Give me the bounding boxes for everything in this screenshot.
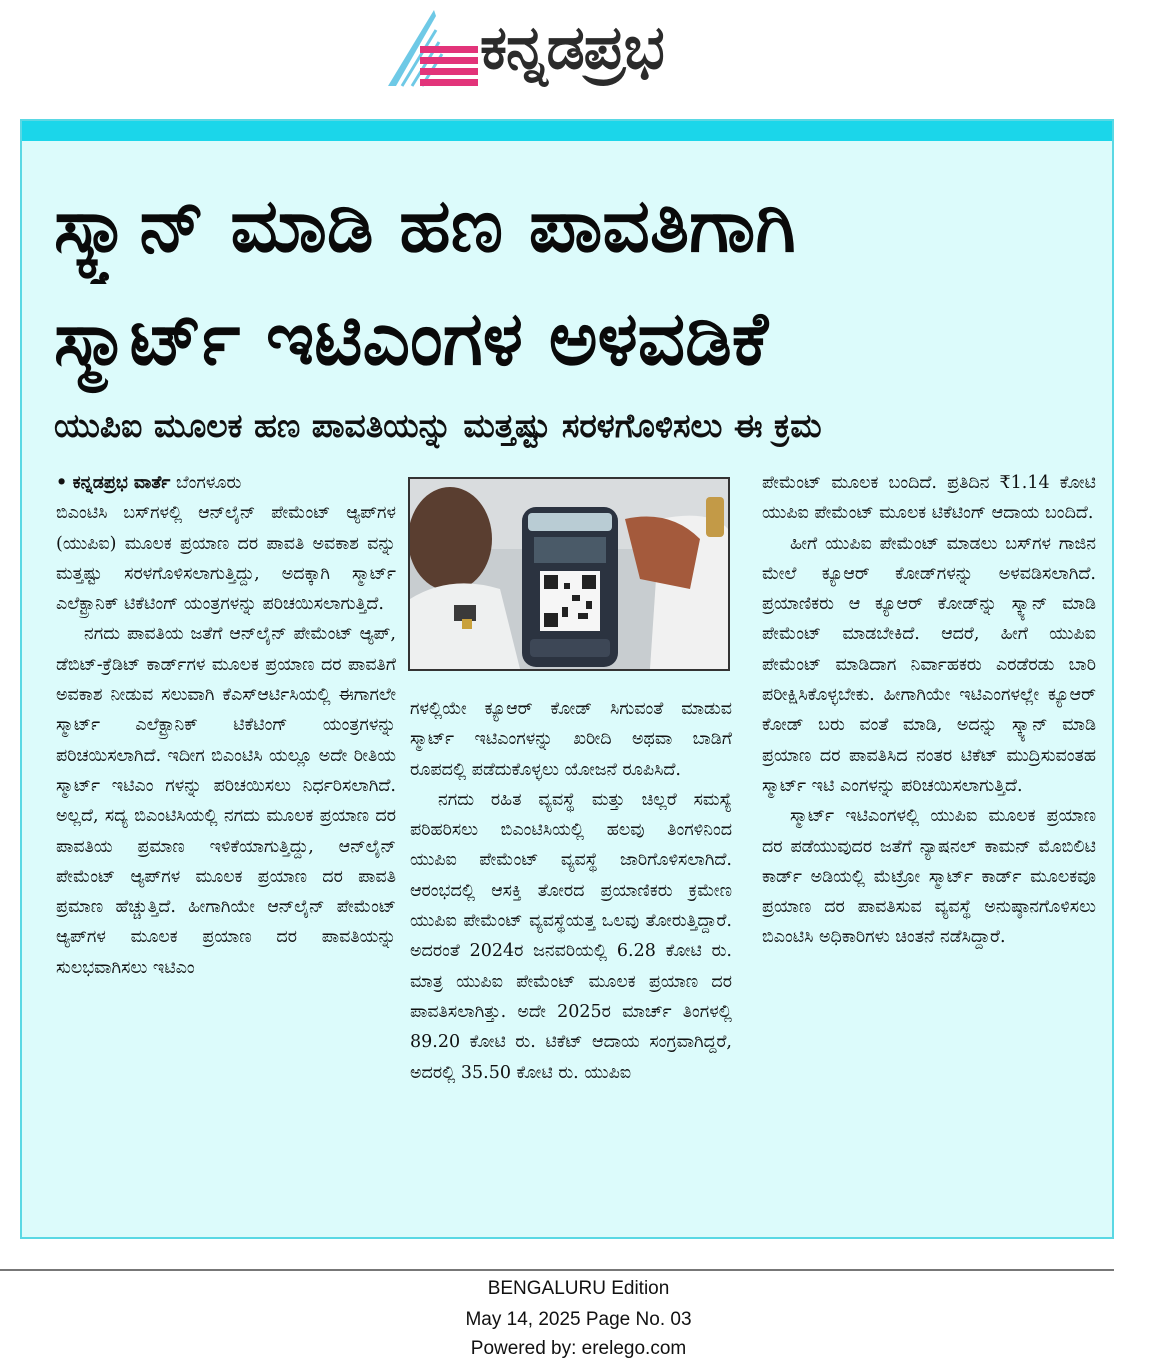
footer-divider xyxy=(0,1269,1114,1271)
article-panel xyxy=(20,119,1114,1239)
column-3-paragraph-2: ಹೀಗೆ ಯುಪಿಐ ಪೇಮೆಂಟ್ ಮಾಡಲು ಬಸ್‌ಗಳ ಗಾಜಿನ ಮೇಲೆ ಕ್ಯೂಆರ್ ಕೋಡ್‌ಗಳನ್ನು ಅಳವಡಿಸಲಾಗಿದೆ. ಪ್ರಯಾಣಿಕರು ಆ ಕ್ಯೂಆರ್ ಕೋಡ್‌ನ್ನು ಸ್ಕ್ಯಾನ್ ಮಾಡಿ ಪೇಮೆಂಟ್ ಮಾಡಬೇಕಿದೆ. ಆದರೆ, ಹೀಗೆ ಯುಪಿಐ ಪೇಮೆಂಟ್ ಮಾಡಿದಾಗ ನಿರ್ವಾಹಕರು ಎರಡೆರಡು ಬಾರಿ ಪರೀಕ್ಷಿಸಿಕೊಳ್ಳಬೇಕು. ಹೀಗಾಗಿಯೇ ಇಟಿಎಂಗಳಲ್ಲೇ ಕ್ಯೂಆರ್ ಕೋಡ್ ಬರು ವಂತೆ ಮಾಡಿ, ಅದನ್ನು ಸ್ಕ್ಯಾನ್ ಮಾಡಿ ಪ್ರಯಾಣ ದರ ಪಾವತಿಸಿದ ನಂತರ ಟಿಕೆಟ್ ಮುದ್ರಿಸುವಂತಹ ಸ್ಮಾರ್ಟ್ ಇಟಿ ಎಂಗಳನ್ನು ಪರಿಚಯಿಸಲಾಗುತ್ತಿದೆ. xyxy=(762,533,1096,796)
panel-top-bar xyxy=(22,121,1112,141)
headline-line-1: ಸ್ಕ್ಯಾನ್ ಮಾಡಿ ಹಣ ಪಾವತಿಗಾಗಿ xyxy=(54,183,796,269)
masthead xyxy=(0,0,1157,118)
column-2-paragraph-2: ನಗದು ರಹಿತ ವ್ಯವಸ್ಥೆ ಮತ್ತು ಚಿಲ್ಲರೆ ಸಮಸ್ಯೆ ಪರಿಹರಿಸಲು ಬಿಎಂಟಿಸಿಯಲ್ಲಿ ಹಲವು ತಿಂಗಳಿನಿಂದ ಯುಪಿಐ ಪೇಮೆಂಟ್ ವ್ಯವಸ್ಥೆ ಜಾರಿಗೊಳಿಸಲಾಗಿದೆ. ಆರಂಭದಲ್ಲಿ ಆಸಕ್ತಿ ತೋರದ ಪ್ರಯಾಣಿಕರು ಕ್ರಮೇಣ ಯುಪಿಐ ಪೇಮೆಂಟ್ ವ್ಯವಸ್ಥೆಯತ್ತ ಒಲವು ತೋರುತ್ತಿದ್ದಾರೆ. ಅದರಂತೆ 2024ರ ಜನವರಿಯಲ್ಲಿ 6.28 ಕೋಟಿ ರು. ಮಾತ್ರ ಯುಪಿಐ ಪೇಮೆಂಟ್ ಮೂಲಕ ಪ್ರಯಾಣ ದರ ಪಾವತಿಸಲಾಗಿತ್ತು. ಅದೇ 2025ರ ಮಾರ್ಚ್ ತಿಂಗಳಲ್ಲಿ 89.20 ಕೋಟಿ ರು. ಟಿಕೆಟ್ ಆದಾಯ ಸಂಗ್ರವಾಗಿದ್ದರೆ, ಅದರಲ್ಲಿ 35.50 ಕೋಟಿ ರು. ಯುಪಿಐ xyxy=(410,789,732,1083)
byline xyxy=(56,468,396,498)
column-3-paragraph-3: ಸ್ಮಾರ್ಟ್ ಇಟಿಎಂಗಳಲ್ಲಿ ಯುಪಿಐ ಮೂಲಕ ಪ್ರಯಾಣ ದರ ಪಡೆಯುವುದರ ಜತೆಗೆ ನ್ಯಾಷನಲ್ ಕಾಮನ್ ಮೊಬಿಲಿಟಿ ಕಾರ್ಡ್ ಅಡಿಯಲ್ಲಿ ಮೆಟ್ರೋ ಸ್ಮಾರ್ಟ್ ಕಾರ್ಡ್ ಮೂಲಕವೂ ಪ್ರಯಾಣ ದರ ಪಾವತಿಸುವ ವ್ಯವಸ್ಥೆ ಅನುಷ್ಠಾನಗೊಳಿಸಲು ಬಿಎಂಟಿಸಿ ಅಧಿಕಾರಿಗಳು ಚಿಂತನೆ ನಡೆಸಿದ್ದಾರೆ. xyxy=(762,806,1096,948)
article-column-3 xyxy=(762,468,1096,953)
byline-place: ಬೆಂಗಳೂರು xyxy=(175,473,242,493)
article-column-2 xyxy=(410,694,732,1088)
headline-line-2: ಸ್ಮಾರ್ಟ್ ಇಟಿಎಂಗಳ ಅಳವಡಿಕೆ xyxy=(54,296,769,382)
byline-bullet: • xyxy=(56,473,68,493)
article-photo xyxy=(408,477,730,671)
column-1-paragraph-1: ಬಿಎಂಟಿಸಿ ಬಸ್‌ಗಳಲ್ಲಿ ಆನ್‌ಲೈನ್ ಪೇಮೆಂಟ್ ಆ್ಯಪ್‌ಗಳ (ಯುಪಿಐ) ಮೂಲಕ ಪ್ರಯಾಣ ದರ ಪಾವತಿ ಅವಕಾಶ ವನ್ನು ಮತ್ತಷ್ಟು ಸರಳಗೊಳಿಸಲಾಗುತ್ತಿದ್ದು, ಅದಕ್ಕಾಗಿ ಸ್ಮಾರ್ಟ್ ಎಲೆಕ್ಟ್ರಾನಿಕ್ ಟಿಕೆಟಿಂಗ್ ಯಂತ್ರಗಳನ್ನು ಪರಿಚಯಿಸಲಾಗುತ್ತಿದೆ. xyxy=(56,503,396,615)
brand-wordmark: ಕನ್ನಡಪ್ರಭ xyxy=(480,13,664,83)
subheadline: ಯುಪಿಐ ಮೂಲಕ ಹಣ ಪಾವತಿಯನ್ನು ಮತ್ತಷ್ಟು ಸರಳಗೊಳಿಸಲು ಈ ಕ್ರಮ xyxy=(54,406,822,445)
footer-edition: BENGALURU Edition xyxy=(487,1278,670,1299)
footer-date-page: May 14, 2025 Page No. 03 xyxy=(465,1309,692,1330)
conductor-etm-photo-icon xyxy=(410,479,728,669)
column-2-paragraph-1: ಗಳಲ್ಲಿಯೇ ಕ್ಯೂಆರ್ ಕೋಡ್ ಸಿಗುವಂತೆ ಮಾಡುವ ಸ್ಮಾರ್ಟ್ ಇಟಿಎಂಗಳನ್ನು ಖರೀದಿ ಅಥವಾ ಬಾಡಿಗೆ ರೂಪದಲ್ಲಿ ಪಡೆದುಕೊಳ್ಳಲು ಯೋಜನೆ ರೂಪಿಸಿದೆ. xyxy=(410,699,732,780)
column-3-paragraph-1: ಪೇಮೆಂಟ್ ಮೂಲಕ ಬಂದಿದೆ. ಪ್ರತಿದಿನ ₹1.14 ಕೋಟಿ ಯುಪಿಐ ಪೇಮೆಂಟ್ ಮೂಲಕ ಟಿಕೆಟಿಂಗ್ ಆದಾಯ ಬಂದಿದೆ. xyxy=(762,473,1096,524)
prism-triangle-logo-icon xyxy=(384,6,480,88)
footer-powered-by[interactable]: Powered by: erelego.com xyxy=(470,1338,687,1359)
article-column-1 xyxy=(56,468,396,983)
byline-source: ಕನ್ನಡಪ್ರಭ ವಾರ್ತೆ xyxy=(72,473,171,493)
column-1-paragraph-2: ನಗದು ಪಾವತಿಯ ಜತೆಗೆ ಆನ್‌ಲೈನ್ ಪೇಮೆಂಟ್ ಆ್ಯಪ್, ಡೆಬಿಟ್-ಕ್ರೆಡಿಟ್ ಕಾರ್ಡ್‌ಗಳ ಮೂಲಕ ಪ್ರಯಾಣ ದರ ಪಾವತಿಗೆ ಅವಕಾಶ ನೀಡುವ ಸಲುವಾಗಿ ಕೆಎಸ್ಆರ್ಟಿಸಿಯಲ್ಲಿ ಈಗಾಗಲೇ ಸ್ಮಾರ್ಟ್ ಎಲೆಕ್ಟ್ರಾನಿಕ್ ಟಿಕೆಟಿಂಗ್ ಯಂತ್ರಗಳನ್ನು ಪರಿಚಯಿಸಲಾಗಿದೆ. ಇದೀಗ ಬಿಎಂಟಿಸಿ ಯಲ್ಲೂ ಅದೇ ರೀತಿಯ ಸ್ಮಾರ್ಟ್ ಇಟಿಎಂ ಗಳನ್ನು ಪರಿಚಯಿಸಲು ನಿರ್ಧರಿಸಲಾಗಿದೆ. ಅಲ್ಲದೆ, ಸದ್ಯ ಬಿಎಂಟಿಸಿಯಲ್ಲಿ ನಗದು ಮೂಲಕ ಪ್ರಯಾಣ ದರ ಪಾವತಿಯ ಪ್ರಮಾಣ ಇಳಿಕೆಯಾಗುತ್ತಿದ್ದು, ಆನ್‌ಲೈನ್ ಪೇಮೆಂಟ್ ಆ್ಯಪ್‌ಗಳ ಮೂಲಕ ಪ್ರಯಾಣ ದರ ಪಾವತಿ ಪ್ರಮಾಣ ಹೆಚ್ಚುತ್ತಿದೆ. ಹೀಗಾಗಿಯೇ ಆನ್‌ಲೈನ್ ಪೇಮೆಂಟ್ ಆ್ಯಪ್‌ಗಳ ಮೂಲಕ ಪ್ರಯಾಣ ದರ ಪಾವತಿಯನ್ನು ಸುಲಭವಾಗಿಸಲು ಇಟಿಎಂ xyxy=(56,624,396,978)
